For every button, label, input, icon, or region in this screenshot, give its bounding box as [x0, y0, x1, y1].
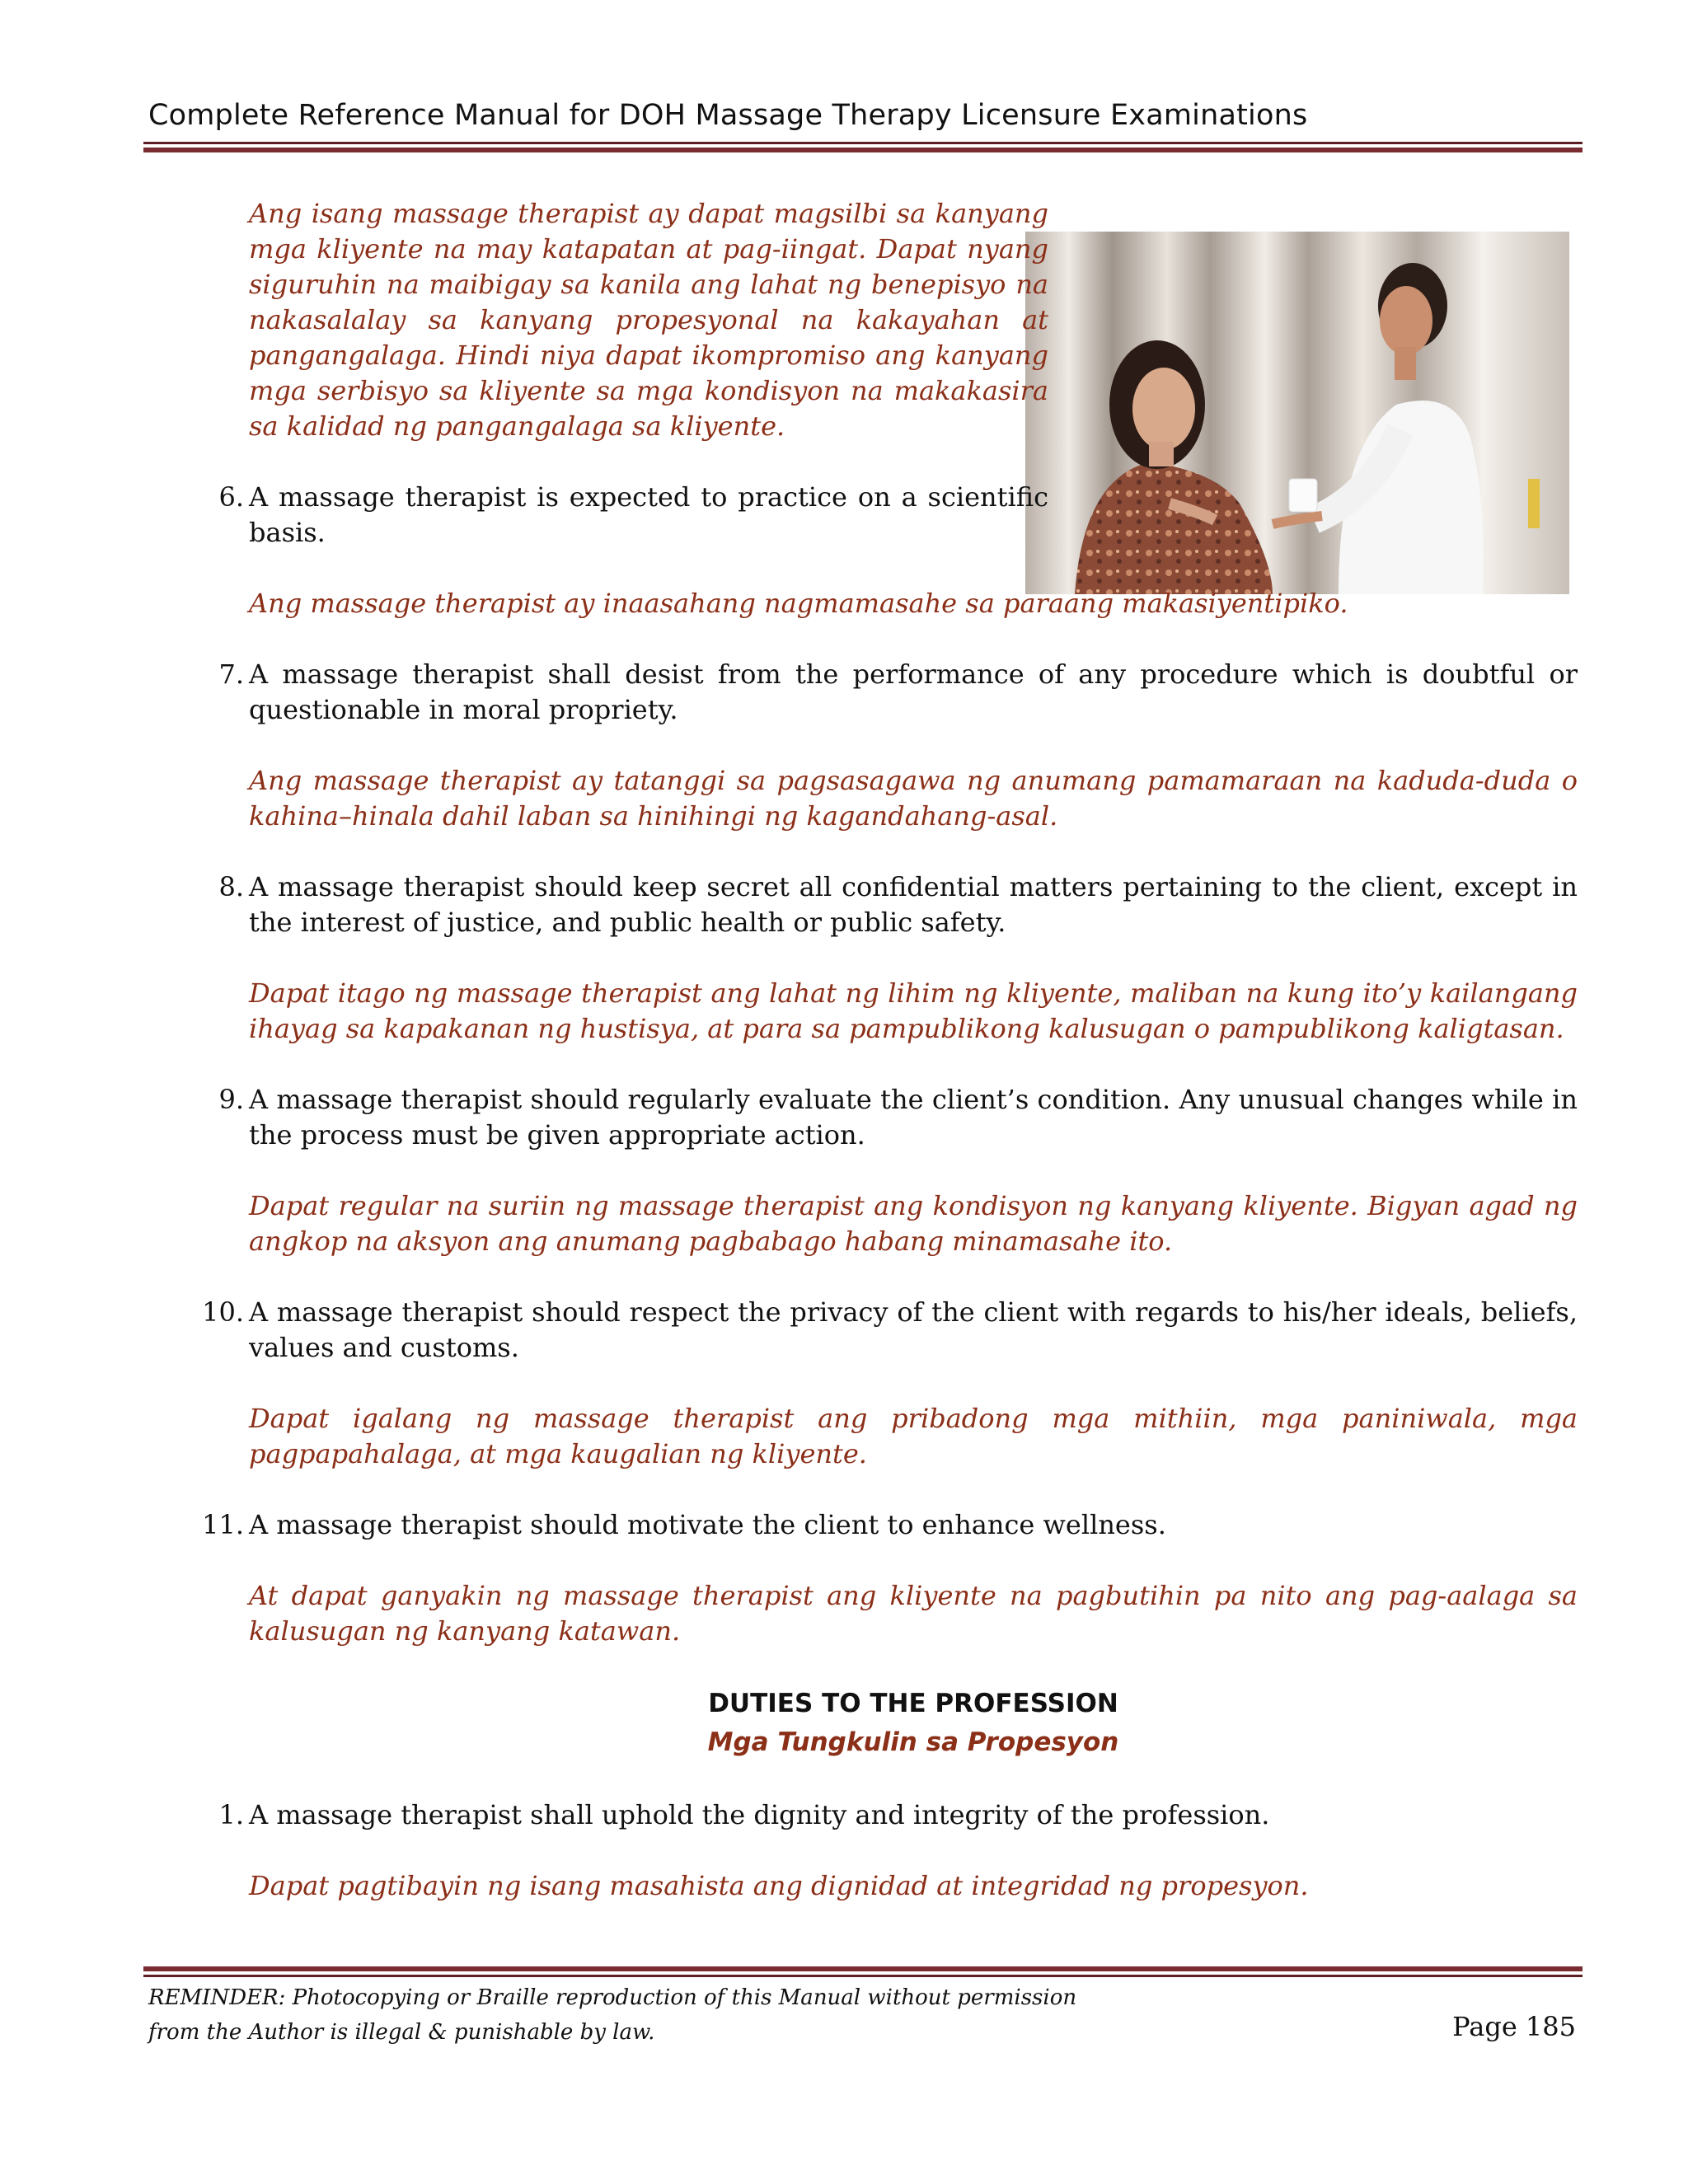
list-item [198, 1797, 1578, 1904]
list-item [198, 1295, 1578, 1472]
list-item [198, 657, 1578, 834]
list-item-number: 1. [218, 1799, 244, 1830]
list-item-tagalog: Ang massage therapist ay tatanggi sa pagsasagawa ng anumang pamamaraan na kaduda-duda o kahina–hinala dahil laban sa hinihingi ng kagandahang-asal. [249, 765, 1578, 832]
list-item-number: 8. [218, 871, 244, 902]
list-item [198, 869, 1578, 1047]
list-item-number: 10. [202, 1296, 244, 1328]
list-item-tagalog: Ang massage therapist ay inaasahang nagmamasahe sa paraang makasiyentipiko. [249, 588, 1348, 619]
list-item-tagalog: Dapat igalang ng massage therapist ang pribadong mga mithiin, mga paniniwala, mga pagpapahalaga, at mga kaugalian ng kliyente. [249, 1403, 1578, 1469]
list-item [198, 1507, 1578, 1649]
list-item [198, 1082, 1578, 1259]
section-heading: DUTIES TO THE PROFESSION [708, 1689, 1118, 1718]
list-item-english: A massage therapist should motivate the client to enhance wellness. [249, 1509, 1166, 1540]
list-item-english: A massage therapist should regularly evaluate the client’s condition. Any unusual changes while in the process must be given appropriate action. [249, 1084, 1578, 1151]
footer-reminder [148, 1980, 1076, 2050]
list-item-tagalog: Dapat regular na suriin ng massage therapist ang kondisyon ng kanyang kliyente. Bigyan agad ng angkop na aksyon ang anumang pagbabago habang minamasahe ito. [249, 1190, 1578, 1257]
section-subheading: Mga Tungkulin sa Propesyon [707, 1727, 1119, 1757]
list-item [198, 480, 1578, 621]
list-item-english: A massage therapist shall uphold the dignity and integrity of the profession. [249, 1799, 1270, 1830]
list-item-english: A massage therapist should keep secret all confidential matters pertaining to the client, except in the interest of justice, and public health or public safety. [249, 871, 1578, 938]
intro-tagalog-paragraph: Ang isang massage therapist ay dapat magsilbi sa kanyang mga kliyente na may katapatan at pag-iingat. Dapat nyang siguruhin na maibigay sa kanila ang lahat ng benepisyo na nakasalalay sa kanyang propesyonal na kakayahan at pangangalaga. Hindi niya dapat ikompromiso ang kanyang mga serbisyo sa kliyente sa mga kondisyon na makakasira sa kalidad ng pangangalaga sa kliyente. [249, 198, 1048, 442]
page-header-title: Complete Reference Manual for DOH Massage Therapy Licensure Examinations [148, 99, 1308, 132]
footer-reminder-line: from the Author is illegal & punishable by law. [148, 2020, 655, 2045]
page-number: Page 185 [1452, 2011, 1576, 2042]
list-item-tagalog: Dapat pagtibayin ng isang masahista ang dignidad at integridad ng propesyon. [249, 1870, 1309, 1901]
list-item-english: A massage therapist shall desist from the performance of any procedure which is doubtful or questionable in moral propriety. [249, 658, 1578, 725]
list-item-tagalog: Dapat itago ng massage therapist ang lahat ng lihim ng kliyente, maliban na kung ito’y kailangang ihayag sa kapakanan ng hustisya, at para sa pampublikong kalusugan o pampublikong kaligtasan. [249, 977, 1578, 1044]
list-item-number: 6. [218, 481, 244, 513]
footer-divider [143, 1966, 1582, 1977]
header-divider [143, 142, 1582, 152]
list-item-english: A massage therapist should respect the privacy of the client with regards to his/her ideals, beliefs, values and customs. [249, 1296, 1578, 1363]
list-item-number: 7. [218, 658, 244, 690]
list-item-number: 11. [202, 1509, 244, 1540]
list-item-tagalog: At dapat ganyakin ng massage therapist ang kliyente na pagbutihin pa nito ang pag-aalaga sa kalusugan ng kanyang katawan. [249, 1580, 1578, 1647]
main-content [198, 196, 1578, 1939]
footer-reminder-line: REMINDER: Photocopying or Braille reproduction of this Manual without permission [148, 1985, 1077, 2010]
list-item-number: 9. [218, 1084, 244, 1115]
list-item-english: A massage therapist is expected to practice on a scientific basis. [249, 481, 1048, 548]
